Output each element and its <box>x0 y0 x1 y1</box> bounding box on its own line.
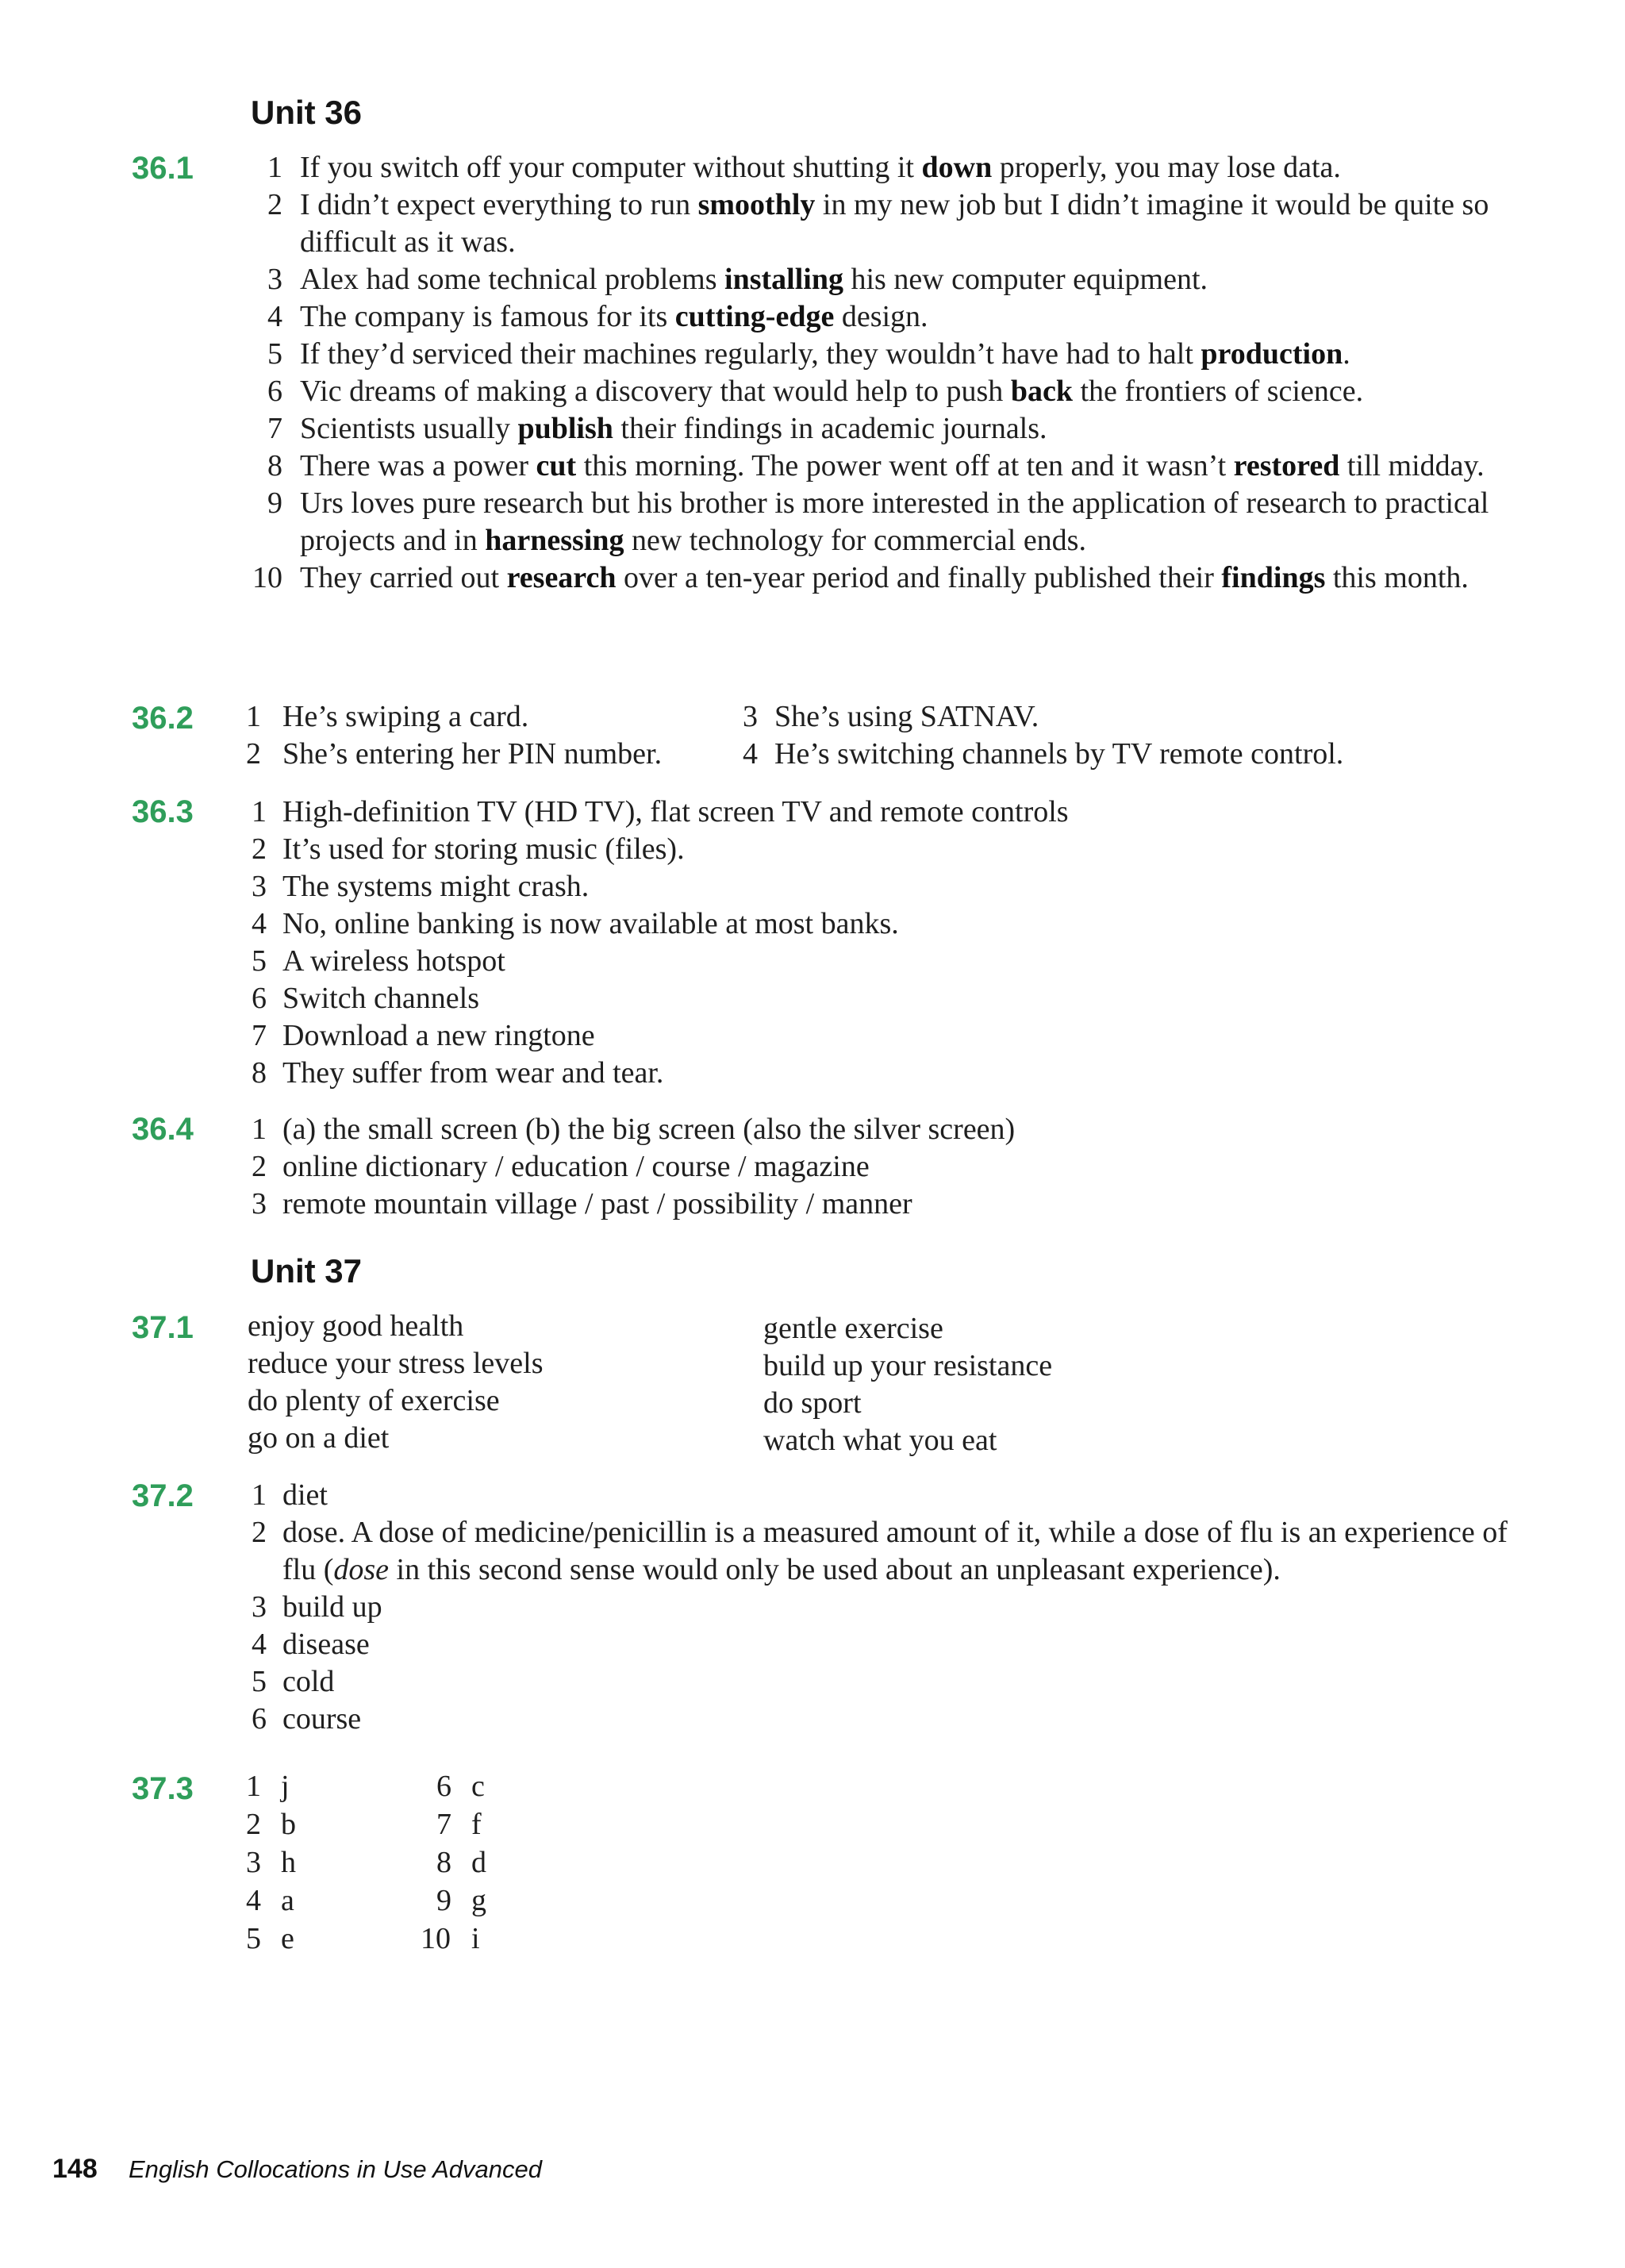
answer-number: 2 <box>267 188 282 221</box>
answer-number: 3 <box>252 870 267 903</box>
answer-text <box>300 186 1536 261</box>
answer-text <box>300 373 1536 410</box>
bold-collocation: installing <box>724 263 843 296</box>
answer-number: 3 <box>267 263 282 296</box>
answer-text: (a) the small screen (b) the big screen (also the silver screen) <box>282 1113 1016 1146</box>
answer-item <box>246 1017 1516 1055</box>
text-run: If you switch off your computer without shutting it <box>300 151 922 184</box>
text-run: over a ten-year period and finally published their <box>616 561 1222 594</box>
exercise-number: 37.2 <box>132 1478 194 1513</box>
answer-text <box>300 559 1536 597</box>
answer-item <box>246 1477 1547 1514</box>
answer-letter: d <box>471 1846 486 1879</box>
answer-number: 7 <box>436 1808 451 1841</box>
answer-text <box>300 261 1536 298</box>
answer-number: 7 <box>252 1019 267 1052</box>
answer-number: 4 <box>252 1628 267 1661</box>
answer-item <box>246 794 1516 831</box>
answer-number: 1 <box>267 151 282 184</box>
answer-item <box>246 1186 1516 1223</box>
text-run: I didn’t expect everything to run <box>300 188 698 221</box>
answer-text: High-definition TV (HD TV), flat screen TV and remote controls <box>282 795 1069 828</box>
answer-text: remote mountain village / past / possibility / manner <box>282 1187 912 1220</box>
text-run: cold <box>282 1665 335 1698</box>
answer-item <box>251 336 1536 373</box>
collocation: watch what you eat <box>763 1424 997 1457</box>
answer-number: 3 <box>252 1187 267 1220</box>
answer-number: 3 <box>252 1590 267 1624</box>
answer-number: 5 <box>246 1922 261 1955</box>
answer-item <box>246 1148 1516 1186</box>
text-run: Vic dreams of making a discovery that would help to push <box>300 375 1011 408</box>
text-run: his new computer equipment. <box>843 263 1208 296</box>
answer-number: 10 <box>421 1922 451 1955</box>
answer-item <box>246 1514 1547 1589</box>
answer-text: Download a new ringtone <box>282 1019 595 1052</box>
answer-item <box>246 1111 1516 1148</box>
exercise-number: 36.2 <box>132 701 194 736</box>
answer-text <box>300 149 1536 186</box>
text-run: build up <box>282 1590 382 1624</box>
bold-collocation: cutting-edge <box>674 300 835 333</box>
text-run: design. <box>834 300 928 333</box>
matching-answers <box>246 1768 563 1959</box>
answer-letter: f <box>471 1808 482 1841</box>
answer-text: He’s swiping a card. <box>282 700 529 733</box>
collocation: build up your resistance <box>763 1349 1053 1382</box>
bold-collocation: publish <box>517 412 613 445</box>
answer-text: No, online banking is now available at most banks. <box>282 907 899 940</box>
answer-text <box>282 1589 1547 1626</box>
unit-heading: Unit 37 <box>251 1252 363 1290</box>
answer-number: 6 <box>252 1702 267 1736</box>
text-run: their findings in academic journals. <box>613 412 1047 445</box>
answer-item <box>246 943 1516 980</box>
bold-collocation: findings <box>1221 561 1326 594</box>
book-title: English Collocations in Use Advanced <box>129 2155 542 2183</box>
text-run: Urs loves pure research but his brother is more interested in the application of research to practical projects and in <box>300 486 1489 557</box>
text-run: this morning. The power went off at ten and it wasn’t <box>576 449 1234 482</box>
answer-item <box>246 905 1516 943</box>
text-run: If they’d serviced their machines regularly, they wouldn’t have had to halt <box>300 337 1201 371</box>
answer-list <box>246 1111 1516 1223</box>
answer-list <box>251 149 1536 597</box>
bold-collocation: research <box>506 561 617 594</box>
answer-number: 1 <box>246 700 261 733</box>
answer-item <box>246 980 1516 1017</box>
answer-text <box>300 485 1536 559</box>
answer-number: 1 <box>252 1113 267 1146</box>
text-run: disease <box>282 1628 370 1661</box>
answer-item <box>251 559 1536 597</box>
answer-letter: a <box>281 1884 294 1917</box>
answer-number: 2 <box>246 737 261 771</box>
answer-number: 1 <box>252 1478 267 1512</box>
answer-number: 1 <box>252 795 267 828</box>
answer-letter: b <box>281 1808 296 1841</box>
answer-text: It’s used for storing music (files). <box>282 832 685 866</box>
answer-text <box>282 1514 1547 1589</box>
answer-letter: e <box>281 1922 294 1955</box>
answer-number: 6 <box>252 982 267 1015</box>
page-number: 148 <box>52 2154 98 2184</box>
text-run: diet <box>282 1478 328 1512</box>
answer-grid <box>246 698 1555 778</box>
text-run: Alex had some technical problems <box>300 263 725 296</box>
answer-item <box>251 186 1536 261</box>
answer-number: 5 <box>252 1665 267 1698</box>
collocation: enjoy good health <box>248 1309 464 1343</box>
answer-letter: g <box>471 1884 486 1917</box>
answer-number: 5 <box>252 944 267 978</box>
answer-number: 2 <box>252 832 267 866</box>
text-run: in my new job but I didn’t imagine it would be quite so difficult as it was. <box>300 188 1489 259</box>
text-run: There was a power <box>300 449 536 482</box>
answer-number: 3 <box>743 700 758 733</box>
answer-number: 3 <box>246 1846 261 1879</box>
bold-collocation: smoothly <box>697 188 816 221</box>
collocation: do plenty of exercise <box>248 1384 500 1417</box>
answer-item <box>251 149 1536 186</box>
answer-item <box>246 1626 1547 1663</box>
answer-text: Switch channels <box>282 982 480 1015</box>
answer-number: 10 <box>252 561 282 594</box>
collocation-grid <box>248 1308 1358 1467</box>
bold-collocation: production <box>1201 337 1343 371</box>
answer-number: 8 <box>267 449 282 482</box>
text-run: Scientists usually <box>300 412 518 445</box>
exercise-number: 36.1 <box>132 151 194 186</box>
answer-number: 9 <box>267 486 282 520</box>
collocation: go on a diet <box>248 1421 390 1455</box>
bold-collocation: harnessing <box>485 524 624 557</box>
answer-item <box>251 298 1536 336</box>
answer-text: A wireless hotspot <box>282 944 505 978</box>
answer-number: 6 <box>436 1770 451 1803</box>
answer-number: 6 <box>267 375 282 408</box>
answer-number: 8 <box>252 1056 267 1090</box>
bold-collocation: cut <box>536 449 577 482</box>
answer-number: 8 <box>436 1846 451 1879</box>
text-run: the frontiers of science. <box>1072 375 1364 408</box>
answer-item <box>251 485 1536 559</box>
answer-letter: j <box>281 1770 290 1803</box>
italic-word: dose <box>333 1553 390 1586</box>
collocation: reduce your stress levels <box>248 1347 544 1380</box>
text-run: properly, you may lose data. <box>992 151 1341 184</box>
text-run: They carried out <box>300 561 507 594</box>
answer-text <box>300 410 1536 448</box>
answer-text <box>282 1701 1547 1738</box>
text-run: course <box>282 1702 362 1736</box>
answer-text <box>300 336 1536 373</box>
answer-letter: c <box>471 1770 485 1803</box>
answer-item <box>246 1589 1547 1626</box>
answer-item <box>251 448 1536 485</box>
answer-list <box>246 1477 1547 1738</box>
text-run: till midday. <box>1339 449 1485 482</box>
bold-collocation: down <box>921 151 993 184</box>
answer-number: 5 <box>267 337 282 371</box>
exercise-number: 36.3 <box>132 794 194 829</box>
answer-text <box>300 448 1536 485</box>
answer-text: He’s switching channels by TV remote control. <box>774 737 1344 771</box>
answer-item <box>246 868 1516 905</box>
bold-collocation: back <box>1010 375 1073 408</box>
answer-item <box>251 410 1536 448</box>
collocation: do sport <box>763 1386 862 1420</box>
answer-text <box>282 1626 1547 1663</box>
text-run: The company is famous for its <box>300 300 675 333</box>
answer-number: 9 <box>436 1884 451 1917</box>
answer-item <box>246 1663 1547 1701</box>
answer-text <box>282 1477 1547 1514</box>
answer-item <box>246 1055 1516 1092</box>
answer-number: 1 <box>246 1770 261 1803</box>
answer-number: 4 <box>246 1884 261 1917</box>
answer-number: 4 <box>267 300 282 333</box>
answer-item <box>251 373 1536 410</box>
answer-text: online dictionary / education / course / magazine <box>282 1150 870 1183</box>
answer-number: 2 <box>252 1150 267 1183</box>
answer-item <box>246 831 1516 868</box>
bold-collocation: restored <box>1233 449 1340 482</box>
answer-number: 7 <box>267 412 282 445</box>
answer-text: The systems might crash. <box>282 870 590 903</box>
answer-text: They suffer from wear and tear. <box>282 1056 664 1090</box>
text-run: this month. <box>1325 561 1469 594</box>
text-run: . <box>1343 337 1350 371</box>
text-run: new technology for commercial ends. <box>624 524 1086 557</box>
answer-item <box>246 1701 1547 1738</box>
unit-heading: Unit 36 <box>251 94 363 131</box>
text-run: in this second sense would only be used about an unpleasant experience). <box>389 1553 1281 1586</box>
answer-item <box>251 261 1536 298</box>
answer-number: 2 <box>246 1808 261 1841</box>
answer-number: 2 <box>252 1516 267 1549</box>
answer-number: 4 <box>252 907 267 940</box>
text-run: dose. A dose of medicine/penicillin is a measured amount of it, while a dose of flu is an experience of flu ( <box>282 1516 1508 1586</box>
answer-text: She’s entering her PIN number. <box>282 737 663 771</box>
answer-number: 4 <box>743 737 758 771</box>
answer-letter: h <box>281 1846 296 1879</box>
answer-letter: i <box>471 1922 480 1955</box>
exercise-number: 37.3 <box>132 1771 194 1806</box>
answer-text <box>282 1663 1547 1701</box>
exercise-number: 37.1 <box>132 1310 194 1345</box>
answer-text <box>300 298 1536 336</box>
answer-text: She’s using SATNAV. <box>774 700 1039 733</box>
answer-list <box>246 794 1516 1092</box>
collocation: gentle exercise <box>763 1312 943 1345</box>
exercise-number: 36.4 <box>132 1112 194 1147</box>
